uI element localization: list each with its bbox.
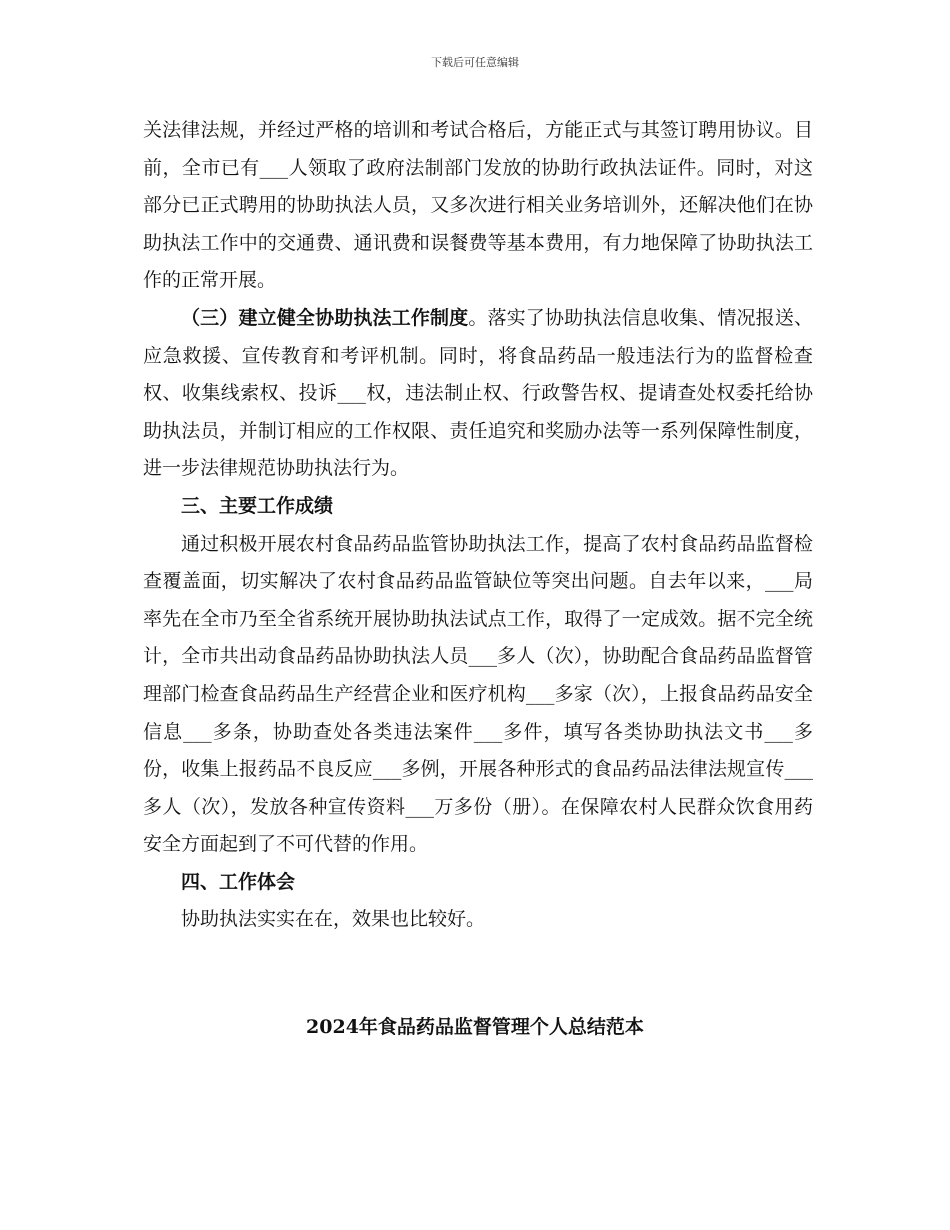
paragraph-2-body: 。落实了协助执法信息收集、情况报送、应急救援、宣传教育和考评机制。同时，将食品药品一般违法行为的监督检查权、收集线索权、投诉___权，违法制止权、行政警告权、提请查处权委托给协助执法员，并制订相应的工作权限、责任追究和奖励办法等一系列保障性制度，进一步法律规范协助执法行为。	[143, 306, 813, 480]
paragraph-3: 通过积极开展农村食品药品监管协助执法工作，提高了农村食品药品监督检查覆盖面，切实解决了农村食品药品监管缺位等突出问题。自去年以来，___局率先在全市乃至全省系统开展协助执法试点工作，取得了一定成效。据不完全统计，全市共出动食品药品协助执法人员___多人（次），协助配合食品药品监督管理部门检查食品药品生产经营企业和医疗机构___多家（次），上报食品药品安全信息___多条，协助查处各类违法案件___多件，填写各类协助执法文书___多份，收集上报药品不良反应___多例，开展各种形式的食品药品法律法规宣传___多人（次），发放各种宣传资料___万多份（册）。在保障农村人民群众饮食用药安全方面起到了不可代替的作用。	[143, 532, 813, 856]
paragraph-1: 关法律法规，并经过严格的培训和考试合格后，方能正式与其签订聘用协议。目前，全市已有___人领取了政府法制部门发放的协助行政执法证件。同时，对这部分已正式聘用的协助执法人员，又多次进行相关业务培训外，还解决他们在协助执法工作中的交通费、通讯费和误餐费等基本费用，有力地保障了协助执法工作的正常开展。	[143, 119, 813, 292]
subsection-heading: （三）建立健全协助执法工作制度	[181, 306, 469, 329]
paragraph-4: 协助执法实实在在，效果也比较好。	[181, 908, 486, 931]
section-heading-3: 三、主要工作成绩	[181, 494, 334, 517]
paragraph-2	[143, 300, 813, 488]
document-body	[143, 112, 813, 939]
document-title: 2024年食品药品监督管理个人总结范本	[306, 1016, 644, 1038]
section-heading-4: 四、工作体会	[181, 870, 296, 893]
page-header: 下载后可任意编辑	[431, 56, 519, 69]
